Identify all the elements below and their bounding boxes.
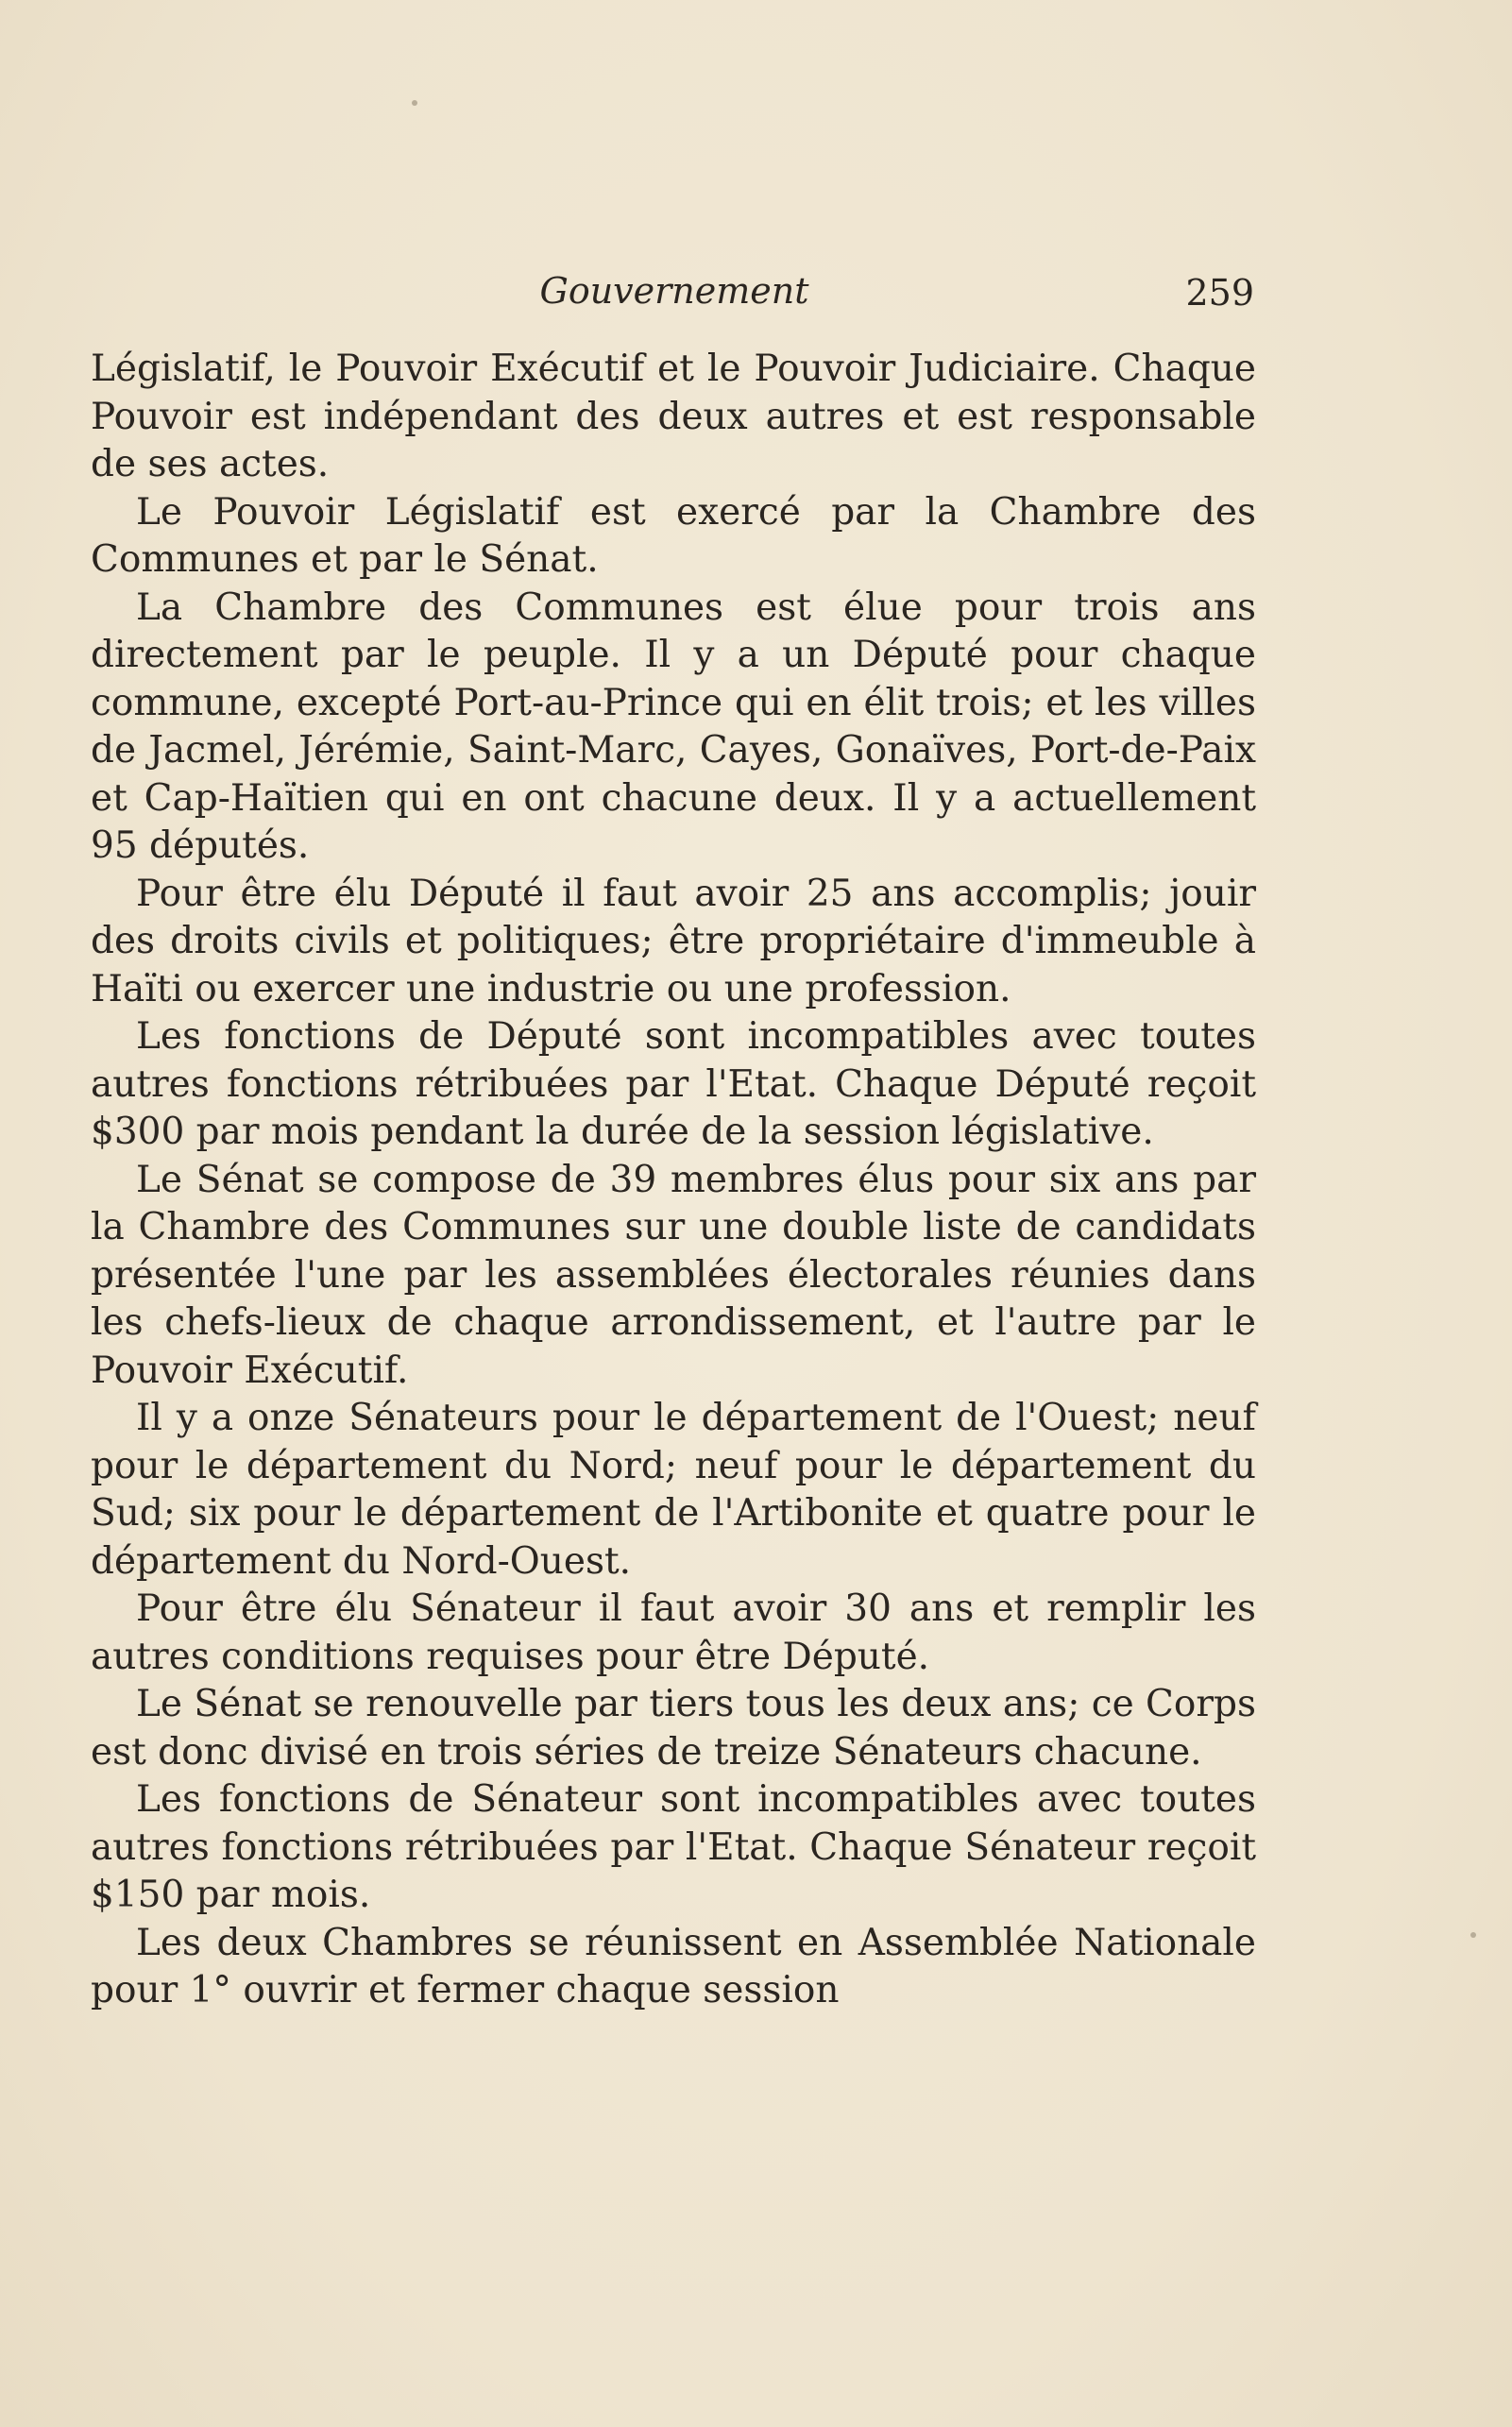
paragraph: Législatif, le Pouvoir Exécutif et le Pouvoir Judiciaire. Chaque Pouvoir est indépendant des deux autres et est responsable de ses actes.: [91, 348, 1256, 485]
paragraph: Les fonctions de Député sont incompatibles avec toutes autres fonctions rétribuées par l'Etat. Chaque Député reçoit $300 par mois pendant la durée de la session législative.: [91, 1015, 1256, 1153]
page-header: [94, 270, 1254, 327]
paragraph: Il y a onze Sénateurs pour le département de l'Ouest; neuf pour le département du Nord; neuf pour le département du Sud; six pour le département de l'Artibonite et quatre pour le département du Nord-Ouest.: [91, 1397, 1256, 1583]
paragraph: Pour être élu Député il faut avoir 25 ans accomplis; jouir des droits civils et politiques; être propriétaire d'immeuble à Haïti ou exercer une industrie ou une profession.: [91, 872, 1256, 1010]
paragraph: Les fonctions de Sénateur sont incompatibles avec toutes autres fonctions rétribuées par l'Etat. Chaque Sénateur reçoit $150 par mois.: [91, 1778, 1256, 1916]
page-number: 259: [1185, 272, 1254, 314]
paragraph: Pour être élu Sénateur il faut avoir 30 ans et remplir les autres conditions requises pour être Député.: [91, 1587, 1256, 1678]
running-title: Gouvernement: [539, 270, 809, 312]
paragraph: La Chambre des Communes est élue pour trois ans directement par le peuple. Il y a un Député pour chaque commune, excepté Port-au-Prince qui en élit trois; et les villes de Jacmel, Jérémie, Saint-Marc, Cayes, Gonaïves, Port-de-Paix et Cap-Haïtien qui en ont chacune deux. Il y a actuellement 95 députés.: [91, 586, 1256, 867]
body-text: [91, 346, 1256, 2015]
paragraph: Le Pouvoir Législatif est exercé par la Chambre des Communes et par le Sénat.: [91, 490, 1256, 581]
paper-speck: [412, 100, 417, 106]
paragraph: Les deux Chambres se réunissent en Assemblée Nationale pour 1° ouvrir et fermer chaque session: [91, 1921, 1256, 2011]
paragraph: Le Sénat se compose de 39 membres élus pour six ans par la Chambre des Communes sur une double liste de candidats présentée l'une par les assemblées électorales réunies dans les chefs-lieux de chaque arrondissement, et l'autre par le Pouvoir Exécutif.: [91, 1158, 1256, 1392]
paper-speck: [1470, 1932, 1476, 1938]
paragraph: Le Sénat se renouvelle par tiers tous les deux ans; ce Corps est donc divisé en trois séries de treize Sénateurs chacune.: [91, 1683, 1256, 1774]
